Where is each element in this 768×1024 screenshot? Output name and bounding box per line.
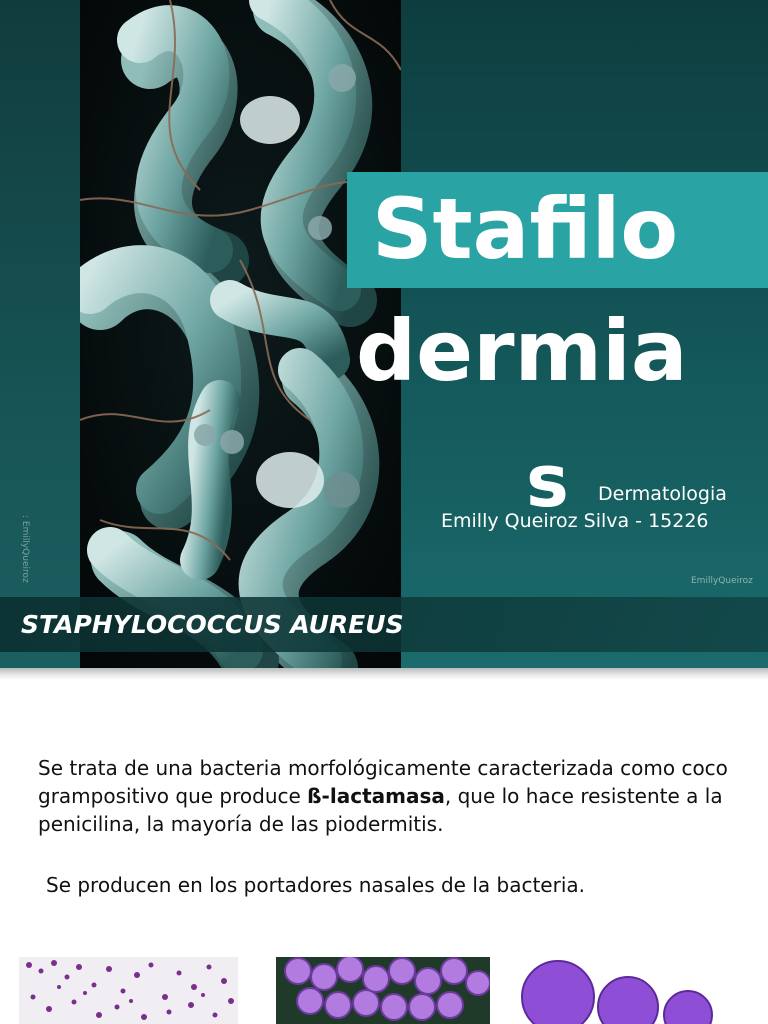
description-text-end: , que lo hace resistente a la penicilina, la mayoría de las piodermitis. [38,784,723,836]
watermark-right: EmillyQueiroz [691,576,753,586]
gram-stain-image [19,957,238,1024]
bacteria-micrograph [80,0,401,668]
description-paragraph [38,754,758,838]
author-label: Emilly Queiroz Silva - 15226 [441,510,709,532]
watermark-left: : EmillyQueiroz [20,515,30,583]
carrier-paragraph: Se producen en los portadores nasales de la bacteria. [46,873,585,897]
organism-name: STAPHYLOCOCCUS AUREUS [21,610,404,639]
cocci-closeup-image [518,957,768,1024]
slide-divider [0,668,768,680]
sem-cocci-image [276,957,490,1024]
slide-title-line-1: Stafilo [372,180,679,278]
description-text: Se trata de una bacteria morfológicamente caracterizada como coco grampositivo que produce [38,756,728,808]
description-bold-term: ß-lactamasa [307,784,445,808]
subject-label: Dermatologia [598,483,727,505]
slide-title-line-3: s [526,439,569,523]
slide-title-line-2: dermia [356,302,688,400]
